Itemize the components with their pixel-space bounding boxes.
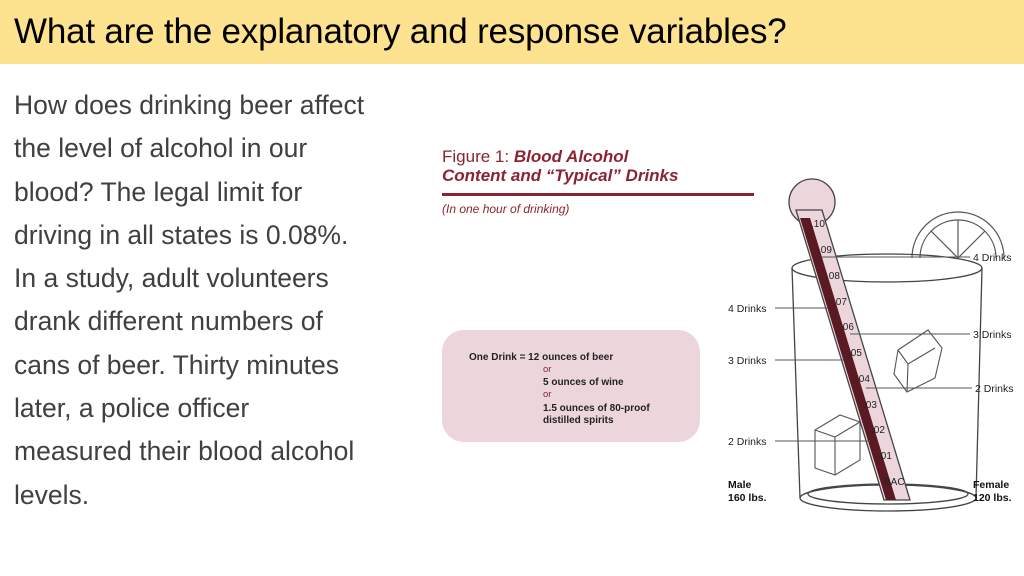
body-line: blood? The legal limit for — [14, 176, 303, 207]
body-line: later, a police officer — [14, 393, 250, 424]
female-label-3-drinks: 3 Drinks — [973, 329, 1012, 341]
body-line: driving in all states is 0.08%. — [14, 219, 349, 250]
drink-box-line1: One Drink = 12 ounces of beer — [469, 352, 614, 363]
title-bar — [0, 0, 1024, 64]
body-line: How does drinking beer affect — [14, 90, 365, 120]
female-title: Female — [973, 479, 1010, 491]
tick-label: .07 — [833, 297, 847, 308]
tick-label: .05 — [848, 348, 862, 359]
tick-label: .01 — [878, 451, 892, 462]
tick-label: .02 — [871, 425, 885, 436]
body-line: cans of beer. Thirty minutes — [14, 349, 340, 380]
drink-box-line4: distilled spirits — [543, 415, 614, 426]
male-weight: 160 lbs. — [728, 492, 767, 504]
title-rule — [442, 193, 754, 196]
figure-title-line2: Content and “Typical” Drinks — [442, 166, 679, 185]
figure-svg — [430, 130, 1024, 530]
female-label-4-drinks: 4 Drinks — [973, 252, 1012, 264]
female-label-2-drinks: 2 Drinks — [975, 383, 1014, 395]
figure-subtitle: (In one hour of drinking) — [442, 202, 570, 216]
tick-label: .06 — [840, 322, 854, 333]
figure-title-line1: Figure 1: Blood Alcohol — [442, 147, 629, 166]
drink-box-line2: 5 ounces of wine — [543, 377, 624, 388]
drink-box-or1: or — [543, 364, 552, 375]
tick-label: .08 — [826, 271, 840, 282]
body-line: In a study, adult volunteers — [14, 263, 329, 294]
body-line: levels. — [14, 479, 90, 510]
body-line: measured their blood alcohol — [14, 436, 355, 467]
blood-alcohol-figure — [430, 130, 1024, 530]
drink-box-or2: or — [543, 389, 552, 400]
male-label-3-drinks: 3 Drinks — [728, 355, 767, 367]
male-label-4-drinks: 4 Drinks — [728, 303, 767, 315]
slide-title: What are the explanatory and response variables? — [14, 12, 787, 51]
tick-label: .10 — [811, 219, 825, 230]
body-line: drank different numbers of — [14, 306, 323, 337]
female-weight: 120 lbs. — [973, 492, 1012, 504]
drink-box-line3: 1.5 ounces of 80-proof — [543, 403, 650, 414]
tick-label: BAC — [884, 477, 905, 488]
body-text — [14, 84, 434, 517]
tick-label: .09 — [818, 245, 832, 256]
male-title: Male — [728, 479, 752, 491]
body-line: the level of alcohol in our — [14, 133, 308, 164]
male-label-2-drinks: 2 Drinks — [728, 436, 767, 448]
tick-label: .04 — [856, 374, 870, 385]
tick-label: .03 — [863, 400, 877, 411]
